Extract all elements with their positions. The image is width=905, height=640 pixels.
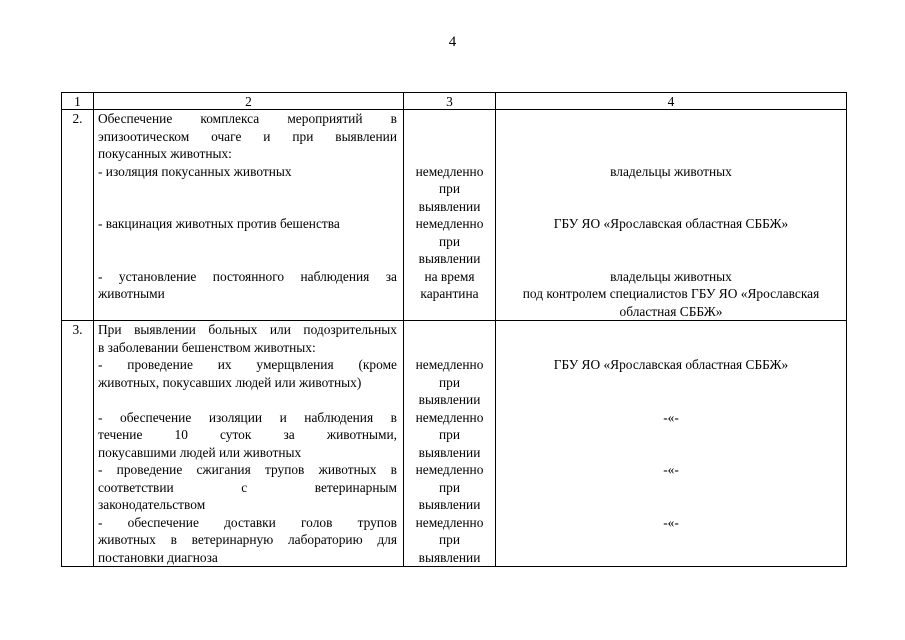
text-line: -«- <box>663 409 679 425</box>
text-line: владельцы животных <box>610 268 732 284</box>
text-line: эпизоотическом очаге и при выявлении <box>98 128 397 144</box>
text-line: немедленно <box>415 357 484 372</box>
text-line: - изоляция покусанных животных <box>98 163 292 179</box>
text-line: при <box>438 427 461 442</box>
text-line: При выявлении больных или подозрительных <box>98 322 397 337</box>
table-row <box>62 321 847 567</box>
measure-term <box>404 321 496 567</box>
text-line: в заболевании бешенством животных: <box>98 339 316 355</box>
text-line: при <box>438 181 461 196</box>
text-line: покусанных животных: <box>98 146 232 161</box>
measure-description <box>94 321 404 567</box>
text-line: - проведение их умерщвления (кроме <box>98 357 397 372</box>
text-line: - проведение сжигания трупов животных в <box>98 462 397 477</box>
text-line: выявлении <box>418 549 481 565</box>
text-line: немедленно <box>415 163 484 179</box>
text-line: при <box>438 532 461 547</box>
text-line: ГБУ ЯО «Ярославская областная СББЖ» <box>553 216 789 231</box>
text-line: -«- <box>663 514 679 530</box>
text-line: законодательством <box>98 497 206 512</box>
text-line: при <box>438 374 461 390</box>
text-line: животных, покусавших людей или животных) <box>98 374 362 390</box>
header-col-3: 3 <box>404 93 496 110</box>
text-line: карантина <box>420 286 479 301</box>
text-line: Обеспечение комплекса мероприятий в <box>98 111 397 126</box>
text-line: выявлении <box>418 444 481 460</box>
text-line: владельцы животных <box>610 163 732 179</box>
text-line: постановки диагноза <box>98 549 218 565</box>
text-line: - обеспечение доставки голов трупов <box>98 514 397 530</box>
text-line: животными <box>98 286 165 301</box>
header-col-1: 1 <box>62 93 94 110</box>
text-line: -«- <box>663 462 679 477</box>
text-line: выявлении <box>418 198 481 214</box>
text-line: ГБУ ЯО «Ярославская областная СББЖ» <box>553 357 789 372</box>
text-line: - обеспечение изоляции и наблюдения в <box>98 409 397 425</box>
text-line: покусавшими людей или животных <box>98 444 302 460</box>
text-line: немедленно <box>415 462 484 477</box>
text-line: на время <box>424 268 475 284</box>
measure-description <box>94 110 404 321</box>
header-col-2: 2 <box>94 93 404 110</box>
text-line: выявлении <box>418 497 481 512</box>
text-line: - установление постоянного наблюдения за <box>98 268 397 284</box>
header-col-4: 4 <box>496 93 847 110</box>
text-line: выявлении <box>418 251 481 266</box>
text-line: выявлении <box>418 392 481 407</box>
page-number: 4 <box>448 34 457 50</box>
row-number: 3. <box>62 321 94 567</box>
text-line: течение 10 суток за животными, <box>98 427 397 442</box>
measure-responsible <box>496 110 847 321</box>
text-line: областная СББЖ» <box>619 303 723 319</box>
measure-responsible <box>496 321 847 567</box>
measure-term <box>404 110 496 321</box>
text-line: немедленно <box>415 409 484 425</box>
text-line: - вакцинация животных против бешенства <box>98 216 340 231</box>
text-line: при <box>438 479 461 495</box>
text-line: под контролем специалистов ГБУ ЯО «Ярославская <box>522 286 820 301</box>
table-row <box>62 110 847 321</box>
measures-table <box>61 92 847 567</box>
row-number: 2. <box>62 110 94 321</box>
text-line: немедленно <box>415 216 484 231</box>
text-line: немедленно <box>415 514 484 530</box>
text-line: при <box>438 233 461 249</box>
text-line: животных в ветеринарную лабораторию для <box>98 532 397 547</box>
table-header-row <box>62 93 847 110</box>
text-line: соответствии с ветеринарным <box>98 479 397 495</box>
